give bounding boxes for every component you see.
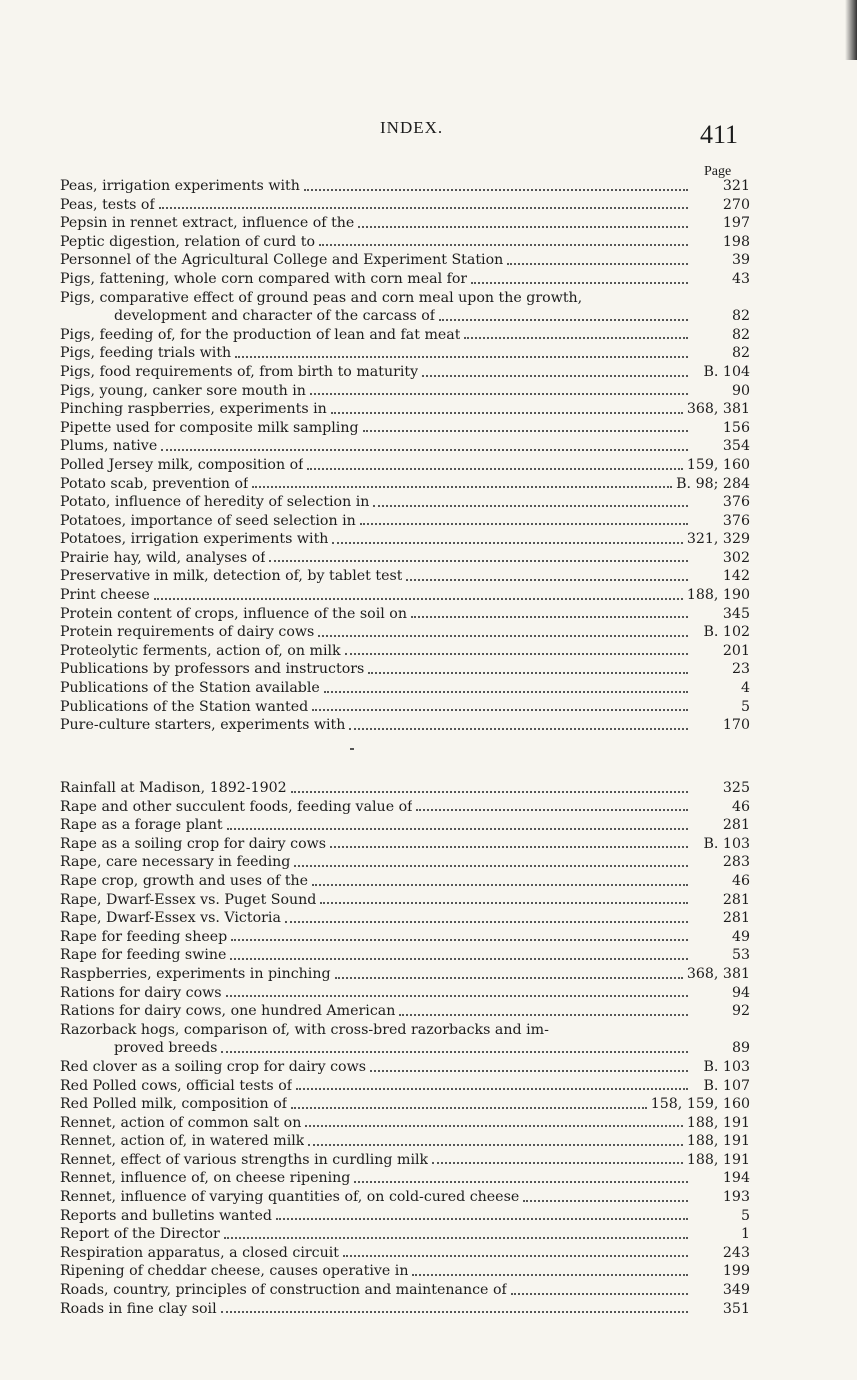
index-entry-text: Potato scab, prevention of <box>60 475 249 492</box>
index-entry-text: Publications of the Station wanted <box>60 698 309 715</box>
index-entry-text: Rape as a soiling crop for dairy cows <box>60 835 327 852</box>
dot-leader <box>310 393 688 395</box>
index-entry-page: B. 103 <box>703 835 750 852</box>
index-entry <box>60 1002 750 1021</box>
index-entry-text: Print cheese <box>60 587 150 604</box>
index-entry-text: Peptic digestion, relation of curd to <box>60 233 316 250</box>
dot-leader <box>416 809 688 811</box>
dot-leader <box>511 1293 688 1295</box>
index-entry-text: Pure-culture starters, experiments with <box>60 717 346 734</box>
index-entry-text: Rations for dairy cows <box>60 984 222 1001</box>
index-entry <box>60 623 750 642</box>
dot-leader <box>304 189 688 191</box>
dot-leader <box>358 226 688 228</box>
index-entry-text: Pinching raspberries, experiments in <box>60 401 327 418</box>
index-entry-page: B. 98; 284 <box>676 475 750 492</box>
index-entry <box>60 400 750 419</box>
index-entry <box>60 853 750 872</box>
dot-leader <box>354 1181 688 1183</box>
index-entry-page: 23 <box>731 661 750 678</box>
dot-leader <box>349 728 688 730</box>
index-entry-continuation: proved breeds <box>114 1040 218 1057</box>
index-entry-page: 1 <box>740 1226 750 1243</box>
index-entry-page: B. 102 <box>703 624 750 641</box>
index-entry <box>60 530 750 549</box>
index-entry <box>60 1132 750 1151</box>
running-title: INDEX. <box>380 118 444 137</box>
dot-leader <box>319 244 688 246</box>
index-entry <box>60 1095 750 1114</box>
index-entry-page: 159, 160 <box>686 456 750 473</box>
index-entry-page: 89 <box>731 1040 750 1057</box>
index-entry <box>60 642 750 661</box>
index-entry-text: Rennet, action of common salt on <box>60 1114 302 1131</box>
index-entry <box>60 251 750 270</box>
index-entry-text: Raspberries, experiments in pinching <box>60 965 331 982</box>
index-entry-page: 188, 190 <box>686 587 750 604</box>
index-entry-text: Rape as a forage plant <box>60 817 223 834</box>
index-entry-page: 345 <box>722 605 750 622</box>
dot-leader <box>291 1107 647 1109</box>
dot-leader <box>507 263 688 265</box>
index-entry-page: 283 <box>722 854 750 871</box>
index-entry <box>60 1077 750 1096</box>
index-entry-text: Potatoes, irrigation experiments with <box>60 531 329 548</box>
index-entry-text: Reports and bulletins wanted <box>60 1207 272 1224</box>
dot-leader <box>154 598 683 600</box>
dot-leader <box>161 449 688 451</box>
index-entry-page: 349 <box>722 1282 750 1299</box>
index-entry <box>60 835 750 854</box>
index-entry-text: Peas, tests of <box>60 196 155 213</box>
section-divider <box>350 748 354 750</box>
dot-leader <box>294 865 688 867</box>
index-entry-page: 325 <box>722 780 750 796</box>
index-entry-text: Pigs, food requirements of, from birth to maturity <box>60 363 419 380</box>
index-entry <box>60 437 750 456</box>
dot-leader <box>345 653 688 655</box>
index-entry-page: 142 <box>722 568 750 585</box>
index-entry <box>60 1244 750 1263</box>
index-entry <box>60 363 750 382</box>
dot-leader <box>360 523 688 525</box>
dot-leader <box>252 486 672 488</box>
dot-leader <box>285 921 688 923</box>
dot-leader <box>312 884 688 886</box>
index-entry-page: 368, 381 <box>686 965 750 982</box>
index-entry-line <box>60 289 750 308</box>
index-entry-page: 199 <box>722 1263 750 1280</box>
index-section-p <box>60 177 750 735</box>
dot-leader <box>324 691 688 693</box>
index-entry-page: 321, 329 <box>686 531 750 548</box>
dot-leader <box>226 995 688 997</box>
index-entry-text: Rape, Dwarf-Essex vs. Puget Sound <box>60 891 317 908</box>
dot-leader <box>330 846 688 848</box>
dot-leader <box>373 505 688 507</box>
index-entry-page: 94 <box>731 984 750 1001</box>
dot-leader <box>399 1014 688 1016</box>
index-entry-text: Roads in fine clay soil <box>60 1300 217 1317</box>
index-entry <box>60 872 750 891</box>
index-entry-page: 188, 191 <box>686 1114 750 1131</box>
index-entry <box>60 214 750 233</box>
index-entry <box>60 779 750 798</box>
index-entry <box>60 798 750 817</box>
index-entry-line <box>60 1021 750 1040</box>
dot-leader <box>320 902 688 904</box>
dot-leader <box>291 791 688 793</box>
index-entry-text: Rape and other succulent foods, feeding value of <box>60 798 413 815</box>
index-entry-text: Peas, irrigation experiments with <box>60 178 300 194</box>
dot-leader <box>439 319 688 321</box>
index-entry-page: 243 <box>722 1244 750 1261</box>
dot-leader <box>343 1255 688 1257</box>
index-entry-text: Plums, native <box>60 438 158 455</box>
index-entry-page: 90 <box>731 382 750 399</box>
index-entry <box>60 382 750 401</box>
index-entry-page: 198 <box>722 233 750 250</box>
dot-leader <box>464 337 688 339</box>
index-entry-text: Respiration apparatus, a closed circuit <box>60 1244 339 1261</box>
index-entry-text: Rape, care necessary in feeding <box>60 854 291 871</box>
index-entry-page: 188, 191 <box>686 1151 750 1168</box>
index-entry <box>60 326 750 345</box>
index-entry-text: Red Polled cows, official tests of <box>60 1077 292 1094</box>
index-entry-page: 82 <box>731 345 750 362</box>
index-entry <box>60 1151 750 1170</box>
dot-leader <box>305 1125 682 1127</box>
index-entry-text: Rennet, influence of, on cheese ripening <box>60 1170 351 1187</box>
index-entry <box>60 549 750 568</box>
index-entry-text: Personnel of the Agricultural College and Experiment Station <box>60 252 504 269</box>
index-entry-text: Rape crop, growth and uses of the <box>60 872 309 889</box>
index-entry-page: B. 103 <box>703 1058 750 1075</box>
index-entry-text: Protein requirements of dairy cows <box>60 624 315 641</box>
index-entry-page: 194 <box>722 1170 750 1187</box>
index-entry-text: Red Polled milk, composition of <box>60 1096 287 1113</box>
dot-leader <box>269 560 688 562</box>
index-entry-text: Rennet, action of, in watered milk <box>60 1133 305 1150</box>
page-edge-shadow <box>845 0 857 60</box>
index-entry-page: 39 <box>731 252 750 269</box>
index-entry <box>60 716 750 735</box>
index-entry-text: Rations for dairy cows, one hundred American <box>60 1003 396 1020</box>
index-entry-page: 82 <box>731 326 750 343</box>
index-entry <box>60 344 750 363</box>
index-entry <box>60 1262 750 1281</box>
index-entry <box>60 1225 750 1244</box>
index-entry-text: Protein content of crops, influence of the soil on <box>60 605 407 622</box>
index-entry-page: 92 <box>731 1003 750 1020</box>
dot-leader <box>411 616 688 618</box>
index-entry <box>60 816 750 835</box>
index-entry <box>60 512 750 531</box>
dot-leader <box>422 375 688 377</box>
index-entry <box>60 1169 750 1188</box>
index-entry <box>60 928 750 947</box>
dot-leader <box>471 282 688 284</box>
index-entry <box>60 567 750 586</box>
index-entry-text: Rainfall at Madison, 1892-1902 <box>60 780 287 796</box>
index-entry-page: 281 <box>722 891 750 908</box>
index-entry-text: Rape for feeding sheep <box>60 928 228 945</box>
index-entry-page: 43 <box>731 270 750 287</box>
page-number: 411 <box>700 120 739 149</box>
index-entry-page: 158, 159, 160 <box>650 1096 750 1113</box>
index-entry-page: 302 <box>722 549 750 566</box>
index-entry-page: 376 <box>722 494 750 511</box>
index-entry <box>60 456 750 475</box>
index-entry <box>60 586 750 605</box>
dot-leader <box>432 1162 683 1164</box>
dot-leader <box>227 828 688 830</box>
dot-leader <box>235 356 688 358</box>
index-entry-text: Razorback hogs, comparison of, with cross-bred razorbacks and im- <box>60 1021 549 1038</box>
index-entry-text: Ripening of cheddar cheese, causes operative in <box>60 1263 409 1280</box>
index-entry <box>60 1039 750 1058</box>
index-entry-page: 5 <box>740 1207 750 1224</box>
index-entry-page: 4 <box>740 680 750 697</box>
index-entry-text: Rennet, influence of varying quantities of, on cold-cured cheese <box>60 1189 520 1206</box>
index-entry-page: 351 <box>722 1300 750 1317</box>
index-entry-page: 5 <box>740 698 750 715</box>
index-entry <box>60 1188 750 1207</box>
index-entry-page: 321 <box>722 178 750 194</box>
index-entry-page: 188, 191 <box>686 1133 750 1150</box>
index-entry-page: 193 <box>722 1189 750 1206</box>
index-entry-text: Prairie hay, wild, analyses of <box>60 549 266 566</box>
index-entry-text: Report of the Director <box>60 1226 220 1243</box>
index-entry-page: 281 <box>722 817 750 834</box>
dot-leader <box>221 1051 688 1053</box>
dot-leader <box>231 939 688 941</box>
index-entry-page: 376 <box>722 512 750 529</box>
index-entry-text: Rape, Dwarf-Essex vs. Victoria <box>60 910 281 927</box>
index-entry-page: 270 <box>722 196 750 213</box>
index-entry <box>60 196 750 215</box>
index-entry-text: Polled Jersey milk, composition of <box>60 456 304 473</box>
index-entry <box>60 493 750 512</box>
index-entry-page: 46 <box>731 798 750 815</box>
index-entry-text: Pigs, feeding trials with <box>60 345 232 362</box>
index-entry-page: 197 <box>722 215 750 232</box>
index-entry-page: 368, 381 <box>686 401 750 418</box>
dot-leader <box>224 1237 688 1239</box>
dot-leader <box>331 412 683 414</box>
index-entry-page: 170 <box>722 717 750 734</box>
index-entry <box>60 1058 750 1077</box>
dot-leader <box>296 1088 688 1090</box>
index-entry-page: 82 <box>731 308 750 325</box>
index-entry <box>60 1114 750 1133</box>
index-entry-page: 46 <box>731 872 750 889</box>
dot-leader <box>221 1311 688 1313</box>
index-entry <box>60 605 750 624</box>
index-entry <box>60 307 750 326</box>
index-entry <box>60 984 750 1003</box>
index-entry-text: Pigs, fattening, whole corn compared with corn meal for <box>60 270 468 287</box>
index-entry <box>60 270 750 289</box>
index-entry-page: 53 <box>731 947 750 964</box>
dot-leader <box>230 958 688 960</box>
index-entry-page: B. 107 <box>703 1077 750 1094</box>
index-entry-text: Preservative in milk, detection of, by tablet test <box>60 568 403 585</box>
index-entry-text: Red clover as a soiling crop for dairy cows <box>60 1058 367 1075</box>
index-entry <box>60 1207 750 1226</box>
index-entry <box>60 679 750 698</box>
index-entry-text: Pepsin in rennet extract, influence of the <box>60 215 355 232</box>
dot-leader <box>363 430 688 432</box>
index-entry-page: 281 <box>722 910 750 927</box>
index-entry <box>60 660 750 679</box>
dot-leader <box>276 1218 688 1220</box>
index-entry <box>60 1300 750 1319</box>
index-entry-continuation: development and character of the carcass of <box>114 308 436 325</box>
index-entry-text: Pigs, young, canker sore mouth in <box>60 382 306 399</box>
index-entry <box>60 177 750 196</box>
index-entry-text: Potato, influence of heredity of selection in <box>60 494 370 511</box>
index-entry-text: Roads, country, principles of construction and maintenance of <box>60 1282 507 1299</box>
index-entry <box>60 909 750 928</box>
index-entry <box>60 965 750 984</box>
index-entry <box>60 891 750 910</box>
index-entry-text: Potatoes, importance of seed selection in <box>60 512 356 529</box>
index-entry <box>60 698 750 717</box>
dot-leader <box>312 709 688 711</box>
dot-leader <box>332 542 682 544</box>
index-entry-text: Pipette used for composite milk sampling <box>60 419 359 436</box>
index-entry <box>60 233 750 252</box>
index-entry <box>60 946 750 965</box>
index-section-r <box>60 779 750 1318</box>
dot-leader <box>159 207 688 209</box>
index-entry-text: Pigs, feeding of, for the production of lean and fat meat <box>60 326 461 343</box>
dot-leader <box>368 672 688 674</box>
index-entry-page: 156 <box>722 419 750 436</box>
index-entry-text: Proteolytic ferments, action of, on milk <box>60 642 341 659</box>
dot-leader <box>370 1070 688 1072</box>
dot-leader <box>406 579 688 581</box>
index-entry <box>60 1281 750 1300</box>
index-entry-page: B. 104 <box>703 363 750 380</box>
dot-leader <box>318 635 688 637</box>
index-entry-text: Publications of the Station available <box>60 680 320 697</box>
index-entry-text: Pigs, comparative effect of ground peas and corn meal upon the growth, <box>60 289 583 306</box>
dot-leader <box>523 1200 688 1202</box>
index-entry-page: 201 <box>722 642 750 659</box>
index-entry-text: Rape for feeding swine <box>60 947 227 964</box>
index-entry-text: Rennet, effect of various strengths in curdling milk <box>60 1151 429 1168</box>
dot-leader <box>307 468 682 470</box>
index-entry <box>60 419 750 438</box>
index-entry-page: 49 <box>731 928 750 945</box>
dot-leader <box>308 1144 682 1146</box>
dot-leader <box>335 977 683 979</box>
index-entry-page: 354 <box>722 438 750 455</box>
index-entry-text: Publications by professors and instructors <box>60 661 365 678</box>
page-column-label: Page <box>704 164 732 179</box>
index-entry <box>60 475 750 494</box>
dot-leader <box>412 1274 688 1276</box>
